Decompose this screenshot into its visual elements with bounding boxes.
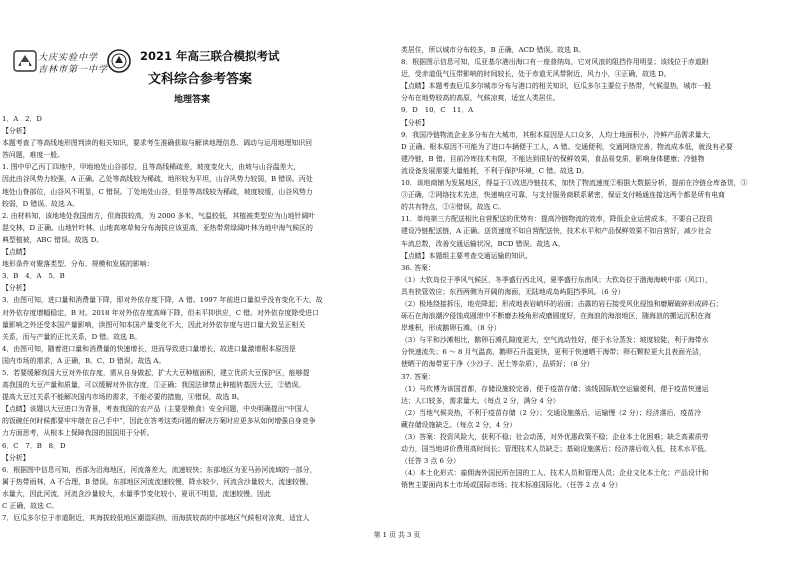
text-line: 1．A 2．D <box>2 115 42 123</box>
text-line: 车流总数，改善交通运输状况，BCD 错误。故选 A。 <box>401 239 565 248</box>
text-line: 【分析】 <box>2 453 30 462</box>
text-line: 36. 答案： <box>401 263 435 272</box>
text-line: 6．根据图中信息可知，西部为沿海地区，河流落差大，流速较快；东部地区为亚马孙河流域的一部分， <box>2 465 317 474</box>
text-line: 提高大豆过关系不能解决国内市场的需求，不能必要的措施，④错误，故选 B。 <box>2 393 244 402</box>
logo-line-1: 大庆实验中学 <box>38 53 99 63</box>
text-line: 因此由谷风势力较强，A 正确。乙处等高线较为稀疏，地形较为平坦，山谷风势力较弱，B 错误。丙处 <box>2 175 313 184</box>
exam-title: 2021 年高三联合模拟考试 <box>140 49 280 63</box>
text-line: 2. 由材料知，该地地处我国南方，但海拔较高，为 2000 多米，气温较低，其植被类型应为山地针阔叶 <box>2 211 316 220</box>
text-line: 9．D 10．C 11．A <box>401 106 474 115</box>
text-line: 属于热带雨林，A 不合理，B 错误。东部地区河流流速较慢，降水较少，河流含沙量较大，流速较慢。 <box>2 477 313 486</box>
school-seal-icon <box>12 48 38 74</box>
text-line: （2）极地绕接拆压，地壳降起；形成地表岩峭坏的岩面；击露的岩石接受风化侵蚀和磨解破碎形成碎石； <box>401 299 723 308</box>
school-emblem-icon <box>106 48 132 74</box>
text-line: 7．厄瓜多尔位于赤道附近，其海拔较低地区潮湿闷热，而海拔较高的中部地区气候相对凉爽，适宜人 <box>2 514 310 523</box>
text-line: （3）答案：投资风险大，获利不稳；社会动荡，对外优惠政策不稳；企业本土化困难；缺乏高素质劳 <box>401 433 709 441</box>
school-logo-text <box>38 52 108 76</box>
text-line: （1）马坎博为该国首都，存储设施较完善，便于疫苗存储；该线国际航空运输便利，便于疫苗快速运 <box>401 384 709 393</box>
text-line: 建设冷链配送链，A 正确。送货速度不如自营配送快，技术水平和产品保鲜效果不如自营好，减少社会 <box>401 227 712 236</box>
text-line: 使晒干的海带更干净（少沙子、泥土等杂质），品质好；（8 分） <box>401 360 594 369</box>
left-column <box>2 0 395 523</box>
text-line: 【点睛】本题考查厄瓜多尔城市分布与港口的相关知识，厄瓜多尔主要位于热带，气候湿热，城市一般 <box>401 82 712 91</box>
text-line: 5．若要缓解我国大豆对外依存度，需从自身做起，扩大大豆种植面积，建立优质大豆保护区，能够提 <box>2 368 310 377</box>
right-body-text <box>401 44 789 491</box>
text-line: ③正确，②网络技术先进，快递响应可靠，与支付服务商联系紧密，保证支付畅通连接这两个都是所有电商 <box>401 191 725 200</box>
text-line: 8．根据图示信息可知，瓜亚基尔港出海口有一座普纳岛，它对风浪的阻挡作用明显；该线位于赤道附 <box>401 58 709 67</box>
text-line: （3）与平和沙滩相比，鹅卵石滩孔隙度更大，空气流动性好，便于水分蒸发；坡度较陡，利于海带水 <box>401 336 709 345</box>
text-line: 6．C 7．B 8．D <box>2 441 66 450</box>
text-line: 本题考查了等高线地形图判读的相关知识，要求考生准确获取与解读地理信息、调动与运用地理知识回 <box>2 139 313 148</box>
text-line: 混交林，D 正确。山地针叶林、山地高寒草甸分布海拔应该更高，亚热带常绿阔叶林为地中海气候区的 <box>2 223 313 232</box>
text-line: 达；人口较多，需求量大。（每点 2 分，满分 4 分） <box>401 396 560 405</box>
text-line: 动力，国当地讲价费用高时间长；管理技术人员缺乏；基础设施落后；经济落后收入低，技术水平低。 <box>401 445 712 454</box>
text-line: 地处山脊部位，山谷风不明显，C 错误。丁处地处山谷，但是等高线较为稀疏，坡度较缓，山谷风势力 <box>2 187 313 196</box>
text-line: 37. 答案： <box>401 372 435 381</box>
text-line: 量影响之外还受本国产量影响，读图可知本国产量变化不大，因此对外依存度与进口量大致呈正相关 <box>2 320 306 329</box>
text-line: （任答 3 点 6 分） <box>401 457 460 466</box>
page-header <box>2 0 395 112</box>
text-line: 水量大，因此河流，河流含沙量较大，水量季节变化较小，夏讯不明显，流速较慢，因此 <box>2 489 271 498</box>
text-line: 典型植被，ABC 错误。故选 D。 <box>2 235 104 244</box>
text-line: 【分析】 <box>401 118 429 127</box>
text-line: 国内市场的需求，A 正确，B、C、D 错误。故选 A。 <box>2 356 166 365</box>
text-line: 3．由图可知，进口量和消费量下降，即对外依存度下降，A 错。1997 年前进口量似乎没有变化不大，故 <box>2 296 323 305</box>
section-heading: 地理答案 <box>174 95 211 105</box>
text-line: 近，受赤道低气压带影响的时间较长，处于赤道无风带附近，风力小，④正确，故选 D。 <box>401 70 671 79</box>
text-line: 【点睛】 <box>2 248 30 257</box>
text-line: 【分析】 <box>2 284 30 293</box>
text-line: 4．由图可知，随着进口量和消费量的快速增长，进而导致进口量增长，故进口量激增根本原因是 <box>2 344 296 353</box>
text-line: C 正确，故选 C。 <box>2 502 59 510</box>
text-line: 分快速流失；6 ～ 8 月气温高，鹅卵石升温更快，更利于快速晒干海带；卵石颗粒更大且表面光洁， <box>401 348 706 357</box>
text-line: 关系，而与产量的正比关系，D 错。故选 B。 <box>2 332 141 341</box>
text-line: 9．我国冷链物流企业多分布在大城市，其根本原因是人口众多，人均土地面积小，冷鲜产品需求量大， <box>401 130 716 139</box>
text-line: 分布在地势较高的高原，气候凉爽，适宜人类居住。 <box>401 94 560 103</box>
text-line: 【点睛】该题以大豆进口为背景，考查我国的农产品（主要是粮食）安全问题，中央明确提出“中国人 <box>2 405 309 414</box>
text-line: 11．单纯第三方配送相比自营配送的优势有：提高冷链物流的效率，降低企业运营成本，不要自己投资 <box>401 215 713 224</box>
text-line: 类居住，所以城市分布较多，B 正确，ACD 错误。故选 B。 <box>401 46 586 54</box>
text-line: 【分析】 <box>2 127 30 136</box>
text-line: 建冷链，B 错。目前冷库技术有限，不能达到很好的保鲜效果，食品易变质，影响身体健康；冷链物 <box>401 154 705 163</box>
left-body-text <box>2 113 395 524</box>
text-line: 答问题，难度一般。 <box>2 151 65 160</box>
text-line: （1）大钦岛位于季风气候区，冬季盛行西北风，夏季盛行东南风；大钦岛位于渤海海峡中部（风口）， <box>401 275 713 284</box>
text-line: 砾石在海浪潮汐侵蚀成圆滚中不断磨去棱角形成磨圆度好，在海浪的海浪地区，随海浪的搬运沉积在海 <box>401 312 712 321</box>
text-line: D 正确。根本原因不可能为了进口车辆便于工人，A 错。交通便利，交通网络完善，物流成本低，就没有必要 <box>401 142 733 151</box>
exam-subtitle: 文科综合参考答案 <box>148 72 253 87</box>
text-line: 【点睛】本题组主要考查交通运输的知识。 <box>401 251 532 260</box>
text-line: 的饭碗任何时候都要牢牢端在自己手中”，因此在答考这类问题的解决方案时应更多从如何增强自身竞争 <box>2 417 316 426</box>
text-line: 地形条件对聚落类型、分布、规模和发展的影响： <box>2 260 154 269</box>
text-line: 10．该地商铺为发展地区，得益于①改进冷链技术，加快了物流速度②根据大数据分析，提前在冷链仓库备货，③ <box>401 179 748 188</box>
text-line: 1. 图中甲乙丙丁四地中，甲地地处山谷部位，且等高线稀疏差，坡度变化大，由坡与山谷温差大， <box>2 163 301 172</box>
text-line: 具有狭管效应；东西两侧为开阔的海面，无陆地成岛屿阻挡季风。（6 分） <box>401 287 625 296</box>
logo-line-2: 吉林市第一中学 <box>38 65 109 75</box>
text-line: 较弱，D 错误。故选 A。 <box>2 199 79 208</box>
text-line: （4）本土化形式：雇佣海外国民所在国的工人、技术人员和管理人员；企业文化本土化；产品设计和 <box>401 469 709 478</box>
text-line: 3．B 4．A 5．B <box>2 272 65 281</box>
text-line: 岸堆积，形成鹅卵石滩。（8 分） <box>401 324 501 333</box>
text-line: 对外依存度增幅稳定，B 对。2018 年对外依存度高峰下降，但未平抑供应，C 错。对外依存度除受进口 <box>2 308 319 317</box>
text-line: 高我国的大豆产量和质量，可以缓解对外依存度，①正确；我国法律禁止种植转基因大豆，②错误。 <box>2 381 306 390</box>
page-footer: 第 1 页 共 3 页 <box>373 531 421 539</box>
text-line: 销售主要面向本土市场或国际市场；技术标准国际化。（任答 2 点 4 分） <box>401 481 622 490</box>
text-line: 藏存储设施缺乏。（每点 2 分，4 分） <box>401 420 517 429</box>
text-line: （2）当地气候炎热，不利于疫苗存储（2 分）；交通设施落后，运输慢（2 分）；经济落后，疫苗冷 <box>401 408 702 417</box>
text-line: 流设备发展需要大量能耗，不利于保护环境，C 错。故选 D。 <box>401 166 589 175</box>
text-line: 的共有特点，②④错误。故选 C。 <box>401 203 505 212</box>
text-line: 力方面思考，从根本上保障我国的国国用于分析。 <box>2 429 154 438</box>
